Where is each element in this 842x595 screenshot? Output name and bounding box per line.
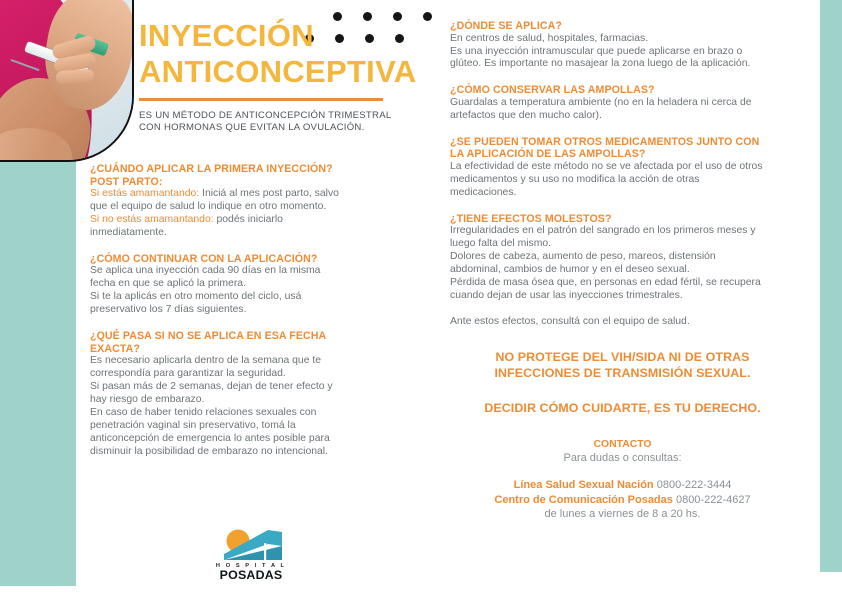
left_column-section-heading: EXACTA?	[90, 342, 140, 355]
right_column-section-line: medicamentos y su uso no modifica la acción de otras	[450, 173, 700, 185]
emphasis-text: Si no estás amamantando:	[90, 214, 214, 225]
left_column-section	[90, 163, 382, 240]
right_column-section-heading: ¿SE PUEDEN TOMAR OTROS MEDICAMENTOS JUNTO CON	[450, 135, 760, 148]
right_column-section-line: En centros de salud, hospitales, farmacias.	[450, 32, 649, 44]
logo-mark	[212, 529, 290, 561]
right_column-section	[450, 84, 795, 122]
left-column	[90, 163, 382, 458]
contact-label-posadas: Centro de Comunicación Posadas	[494, 493, 673, 506]
logo-word-hospital: H O S P I T A L	[215, 563, 287, 569]
contact-number-nacion[interactable]: 0800-222-3444	[656, 479, 732, 492]
right_column-section-line: Ante estos efectos, consultá con el equipo de salud.	[450, 315, 690, 327]
left_column-section-line: Se aplica una inyección cada 90 días en la misma	[90, 265, 321, 277]
logo-glyph-icon	[212, 529, 290, 561]
rights-line: DECIDIR CÓMO CUIDARTE, ES TU DERECHO.	[484, 400, 761, 415]
contact-title: CONTACTO	[593, 439, 652, 451]
right_column-section-heading: ¿TIENE EFECTOS MOLESTOS?	[450, 212, 612, 225]
contact-line-nacion	[450, 478, 795, 493]
contact-block	[450, 438, 795, 522]
left_column-section-line: fecha en que se aplicó la primera.	[90, 278, 246, 290]
right_column-section	[450, 213, 795, 329]
left_column-section-line: disminuir la posibilidad de embarazo no intencional.	[90, 445, 328, 457]
left_column-section-line: preservativo los 7 días siguientes.	[90, 304, 247, 316]
subtitle-line-1: ES UN MÉTODO DE ANTICONCEPCIÓN TRIMESTRAL	[139, 109, 392, 121]
logo-tower-right	[268, 530, 282, 546]
right_column-section-line	[450, 303, 795, 316]
contact-hours: de lunes a viernes de 8 a 20 hs.	[544, 508, 701, 521]
page-title	[139, 18, 424, 90]
right_column-section-line: Pérdida de masa ósea que, en personas en edad fértil, se recupera	[450, 276, 761, 288]
contact-number-posadas[interactable]: 0800-222-4627	[675, 493, 751, 506]
right_column-section-heading: ¿DÓNDE SE APLICA?	[450, 20, 562, 32]
left_column-section	[90, 330, 382, 458]
title-line-2: ANTICONCEPTIVA	[139, 54, 417, 89]
left_column-section-heading: ¿QUÉ PASA SI NO SE APLICA EN ESA FECHA	[90, 330, 327, 343]
right_column-section	[450, 136, 795, 200]
left_column-section-line: Si no estás amamantando: podés iniciarlo	[90, 214, 283, 225]
right_column-section-line: abdominal, cambios de humor y en el deseo sexual.	[450, 263, 690, 275]
left_column-section-line: Si te la aplicás en otro momento del ciclo, usá	[90, 291, 302, 303]
left_column-section-heading: ¿CÓMO CONTINUAR CON LA APLICACIÓN?	[90, 252, 318, 265]
contact-line-posadas	[450, 493, 795, 508]
dot	[423, 12, 432, 21]
title-block	[139, 18, 424, 135]
right_column-section-line: luego falta del mismo.	[450, 238, 552, 250]
contact-label-nacion: Línea Salud Sexual Nación	[513, 479, 654, 492]
contact-phone-lines	[450, 478, 795, 522]
left_column-section-line: que el equipo de salud lo indique en otro momento.	[90, 201, 327, 213]
warning-line-2: INFECCIONES DE TRANSMISIÓN SEXUAL.	[494, 366, 751, 381]
right_column-section-heading: ¿CÓMO CONSERVAR LAS AMPOLLAS?	[450, 84, 655, 97]
logo-word-posadas: POSADAS	[219, 568, 283, 582]
left_column-section-line: correspondía para garantizar la seguridad.	[90, 368, 286, 380]
right_column-section-line: La efectividad de este método no se ve afectada por el uso de otros	[450, 160, 763, 172]
left_column-section-line: penetración vaginal sin preservativo, tomá la	[90, 419, 296, 431]
left_column-section-heading: ¿CUÁNDO APLICAR LA PRIMERA INYECCIÓN?	[90, 163, 333, 175]
left_column-section-heading: POST PARTO:	[90, 175, 163, 188]
right-sections	[450, 20, 795, 328]
right_column-section-line: Dolores de cabeza, aumento de peso, mareos, distensión	[450, 251, 716, 263]
left_column-section	[90, 253, 382, 317]
rights-statement	[450, 401, 795, 417]
teal-right-bar	[820, 0, 842, 572]
right_column-section-line: medicaciones.	[450, 186, 517, 198]
right_column-section	[450, 20, 795, 71]
right_column-section-heading: LA APLICACIÓN DE LAS AMPOLLAS?	[450, 148, 646, 161]
emphasis-text: Si estás amamantando:	[90, 188, 200, 200]
right_column-section-line: Guardalas a temperatura ambiente (no en la heladera ni cerca de	[450, 96, 752, 108]
right_column-section-line: Es una inyección intramuscular que puede aplicarse en brazo o	[450, 45, 743, 57]
right_column-section-line: glúteo. Es importante no masajear la zona luego de la aplicación.	[450, 58, 751, 70]
left_column-section-line: En caso de haber tenido relaciones sexuales con	[90, 406, 317, 418]
logo-separator	[264, 543, 266, 560]
right_column-section-line: Irregularidades en el patrón del sangrado en los primeros meses y	[450, 225, 756, 237]
hero-photo	[0, 0, 134, 162]
left_column-section-line: anticoncepción de emergencia lo antes posible para	[90, 432, 330, 444]
page-subtitle	[139, 110, 424, 135]
left_column-section-line: Si estás amamantando: Iniciá al mes post parto, salvo	[90, 188, 339, 200]
right_column-section-line: artefactos que den mucho calor).	[450, 109, 602, 121]
title-line-1: INYECCIÓN	[139, 18, 314, 53]
hospital-posadas-logo	[212, 529, 290, 581]
right_column-section-line: cuando dejan de usar las inyecciones trimestrales.	[450, 289, 683, 301]
title-divider	[139, 98, 383, 101]
hiv-warning-statement	[450, 350, 795, 381]
right-column	[450, 20, 795, 522]
photo-finger	[56, 69, 95, 85]
left_column-section-line: Es necesario aplicarla dentro de la semana que te	[90, 355, 322, 367]
contact-subtitle: Para dudas o consultas:	[563, 452, 682, 465]
teal-left-block	[0, 150, 76, 586]
warning-line-1: NO PROTEGE DEL VIH/SIDA NI DE OTRAS	[495, 350, 750, 365]
left_column-section-line: hay riesgo de embarazo.	[90, 393, 205, 405]
subtitle-line-2: CON HORMONAS QUE EVITAN LA OVULACIÓN.	[139, 122, 365, 134]
left_column-section-line: Si pasan más de 2 semanas, dejan de tener efecto y	[90, 381, 333, 393]
left_column-section-line: inmediatamente.	[90, 226, 167, 238]
